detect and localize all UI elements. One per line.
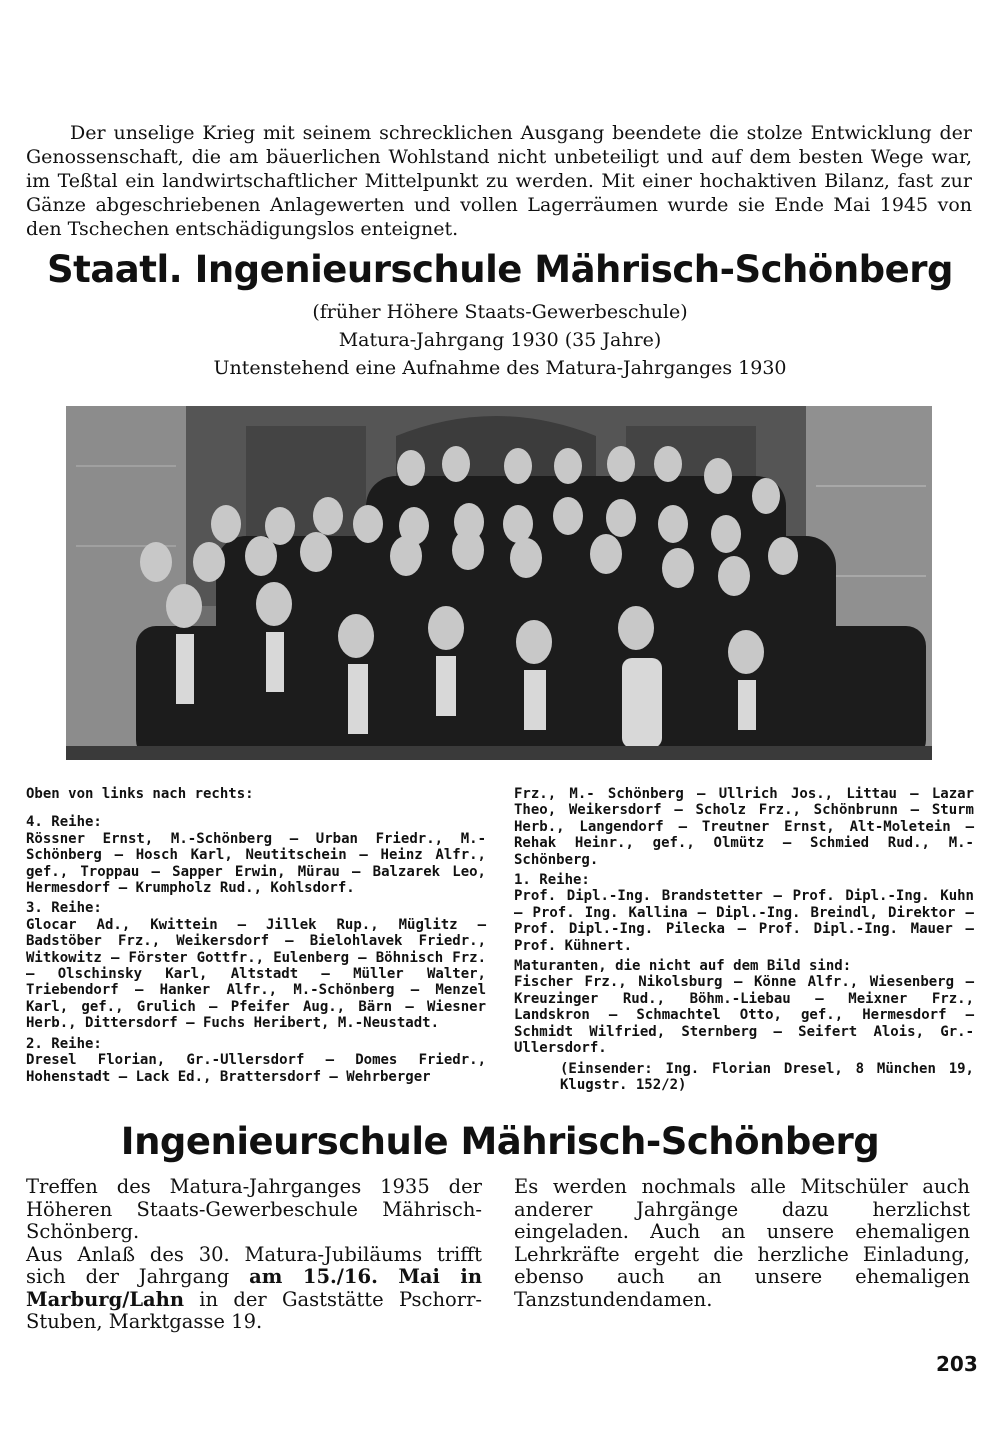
article-paragraph-2 [26, 1244, 482, 1334]
section-subtitle: (früher Höhere Staats-Gewerbeschule) [312, 301, 688, 323]
matura-year-line: Matura-Jahrgang 1930 (35 Jahre) [338, 329, 662, 351]
row1-label: 1. Reihe: [514, 872, 590, 889]
article-column-left [26, 1176, 482, 1334]
article-paragraph-1: Treffen des Matura-Jahrganges 1935 der Höheren Staats-Gewerbeschule Mährisch-Schönberg. [26, 1175, 482, 1243]
article-column-right [514, 1176, 970, 1311]
caption-column-left [26, 786, 486, 1089]
paragraph-2-end: in der Gaststätte Pschorr-Stuben, Marktgasse 19. [26, 1287, 482, 1333]
section-title-1935: Ingenieurschule Mährisch-Schönberg [120, 1120, 880, 1163]
row4-names: Rössner Ernst, M.-Schönberg — Urban Friedr., M.-Schönberg — Hosch Karl, Neutitschein — Heinz Alfr., gef., Troppau — Sapper Erwin, Mürau — Balzarek Leo, Hermesdorf — Krumpholz Rud., Kohlsdorf. [26, 830, 486, 897]
caption-intro: Oben von links nach rechts: [26, 786, 254, 802]
row3-names: Glocar Ad., Kwittein — Jillek Rup., Müglitz — Badstöber Frz., Weikersdorf — Bielohlavek Friedr., Witkowitz — Förster Gottfr., Eulenberg — Böhnisch Frz. — Olschinsky Karl, Altstadt — Müller Walter, Triebendorf — Hanker Alfr., M.-Schönberg — Menzel Karl, gef., Grulich — Pfeifer Aug., Bärn — Wiesner Herb., Dittersdorf — Fuchs Heribert, M.-Neustadt. [26, 916, 486, 1032]
row3-label: 3. Reihe: [26, 900, 102, 917]
article-paragraph-3: Es werden nochmals alle Mitschüler auch anderer Jahrgänge dazu herzlichst eingeladen. Auch an unsere ehemaligen Lehrkräfte ergeht die herzliche Einladung, ebenso auch an unsere ehemaligen Tanzstundendamen. [514, 1175, 970, 1311]
row2-names: Dresel Florian, Gr.-Ullersdorf — Domes Friedr., Hohenstadt — Lack Ed., Brattersdorf — Wehrberger [26, 1052, 486, 1085]
photo-intro-line: Untenstehend eine Aufnahme des Matura-Jahrganges 1930 [213, 357, 787, 379]
intro-paragraph: Der unselige Krieg mit seinem schrecklichen Ausgang beendete die stolze Entwicklung der Genossenschaft, die am bäuerlichen Wohlstand nicht unbeteiligt und auf dem besten Wege war, im Teßtal ein landwirtschaftlicher Mittelpunkt zu werden. Mit einer hochaktiven Bilanz, fast zur Gänze abgeschriebenen Anlagewerten und vollen Lagerräumen wurde sie Ende Mai 1945 von den Tschechen entschädigungslos enteignet. [26, 122, 972, 240]
missing-names: Fischer Frz., Nikolsburg — Könne Alfr., Wiesenberg — Kreuzinger Rud., Böhm.-Liebau — Meixner Frz., Landskron — Schmachtel Otto, gef., Hermesdorf — Schmidt Wilfried, Sternberg — Seifert Alois, Gr.-Ullersdorf. [514, 974, 974, 1057]
class-group-photo [66, 406, 932, 760]
caption-column-right [514, 786, 974, 1097]
section-title-1930: Staatl. Ingenieurschule Mährisch-Schönberg [47, 248, 953, 291]
missing-label: Maturanten, die nicht auf dem Bild sind: [514, 958, 852, 975]
row2-names-continued: Frz., M.- Schönberg — Ullrich Jos., Littau — Lazar Theo, Weikersdorf — Scholz Frz., Schönbrunn — Sturm Herb., Langendorf — Treutner Ernst, Alt-Moletein — Rehak Heinr., gef., Olmütz — Schmied Rud., M.-Schönberg. [514, 786, 974, 868]
paragraph-2-start: Aus Anlaß des 30. Matura-Jubiläums trifft sich der Jahrgang [26, 1242, 482, 1288]
group-photo-illustration [66, 406, 932, 760]
sender-note: (Einsender: Ing. Florian Dresel, 8 München 19, Klugstr. 152/2) [560, 1060, 974, 1093]
row2-label: 2. Reihe: [26, 1035, 102, 1052]
row4-label: 4. Reihe: [26, 814, 102, 831]
row1-names: Prof. Dipl.-Ing. Brandstetter — Prof. Dipl.-Ing. Kuhn — Prof. Ing. Kallina — Dipl.-Ing. Breindl, Direktor — Prof. Dipl.-Ing. Pilecka — Prof. Dipl.-Ing. Mauer — Prof. Kühnert. [514, 888, 974, 954]
meeting-date-place: am 15./16. Mai in Marburg/Lahn [26, 1265, 482, 1311]
page-number: 203 [936, 1352, 978, 1376]
